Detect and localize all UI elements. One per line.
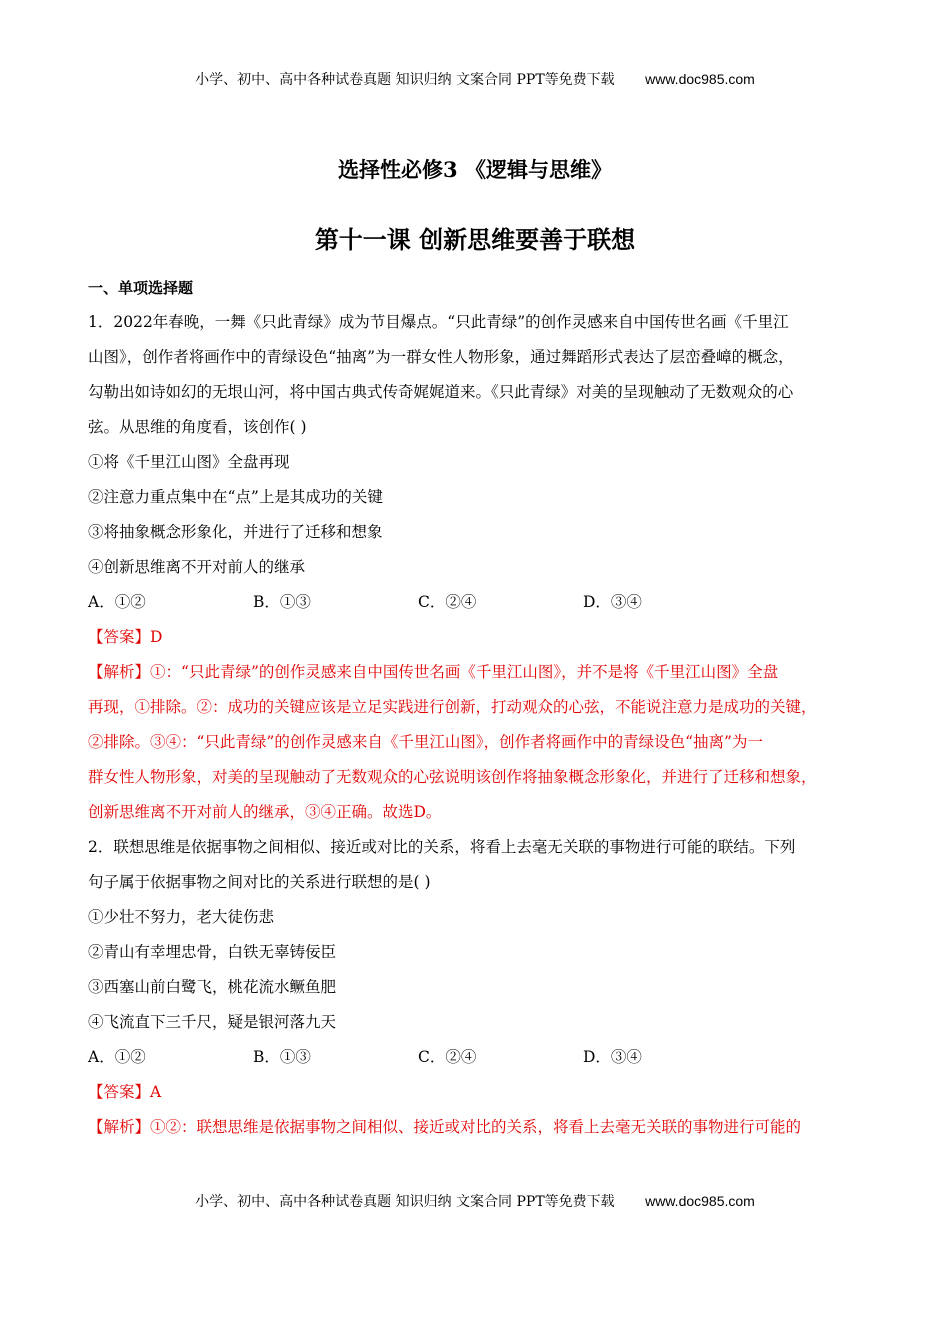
analysis-line: 群女性人物形象，对美的呈现触动了无数观众的心弦说明该创作将抽象概念形象化，并进行了迁移和想象， (88, 768, 817, 786)
question-stem-line: 山图》，创作者将画作中的青绿设色“抽离”为一群女性人物形象，通过舞蹈形式表达了层峦叠嶂的概念， (88, 348, 794, 366)
section-heading: 一、单项选择题 (88, 279, 194, 297)
analysis-text: ①：“只此青绿”的创作灵感来自中国传世名画《千里江山图》，并不是将《千里江山图》全盘 (150, 663, 779, 681)
analysis-line (88, 655, 874, 690)
statement-item: ②注意力重点集中在“点”上是其成功的关键 (88, 488, 383, 506)
answer-line (88, 620, 874, 655)
header-text: 小学、初中、高中各种试卷真题 知识归纳 文案合同 PPT等免费下载 (195, 72, 615, 88)
question-stem-line: 勾勒出如诗如幻的无垠山河，将中国古典式传奇娓娓道来。《只此青绿》对美的呈现触动了无数观众的心 (88, 383, 794, 401)
statement-item: ①将《千里江山图》全盘再现 (88, 453, 290, 471)
analysis-line: ②排除。③④：“只此青绿”的创作灵感来自《千里江山图》，创作者将画作中的青绿设色“抽离”为一 (88, 733, 763, 751)
answer-value: D (150, 628, 163, 646)
statement-item: ①少壮不努力，老大徒伤悲 (88, 908, 275, 926)
statement-item: ②青山有幸埋忠骨，白铁无辜铸佞臣 (88, 943, 337, 961)
question-stem-line: 1．2022年春晚，一舞《只此青绿》成为节目爆点。“只此青绿”的创作灵感来自中国传世名画《千里江 (88, 313, 789, 331)
answer-tag: 【答案】 (88, 1083, 151, 1101)
footer-text: 小学、初中、高中各种试卷真题 知识归纳 文案合同 PPT等免费下载 (195, 1194, 615, 1210)
statement-item: ④创新思维离不开对前人的继承 (88, 558, 306, 576)
analysis-line: 创新思维离不开对前人的继承，③④正确。故选D。 (88, 803, 442, 821)
footer-url[interactable]: www.doc985.com (645, 1193, 755, 1209)
choice-a: A．①② (88, 593, 146, 611)
answer-line (88, 1075, 874, 1110)
analysis-text: ①②：联想思维是依据事物之间相似、接近或对比的关系，将看上去毫无关联的事物进行可能的 (150, 1118, 802, 1136)
choice-d: D．③④ (583, 1048, 642, 1066)
lesson-title: 第十一课 创新思维要善于联想 (314, 225, 636, 254)
question-stem-line: 句子属于依据事物之间对比的关系进行联想的是( ) (88, 873, 431, 891)
answer-value: A (150, 1083, 162, 1101)
document-body (88, 276, 874, 1145)
statement-item: ③西塞山前白鹭飞，桃花流水鳜鱼肥 (88, 978, 337, 996)
question-1 (88, 305, 874, 830)
choice-a: A．①② (88, 1048, 146, 1066)
choice-c: C．②④ (418, 1048, 477, 1066)
choice-d: D．③④ (583, 593, 642, 611)
question-2 (88, 830, 874, 1145)
question-stem-line: 2．联想思维是依据事物之间相似、接近或对比的关系，将看上去毫无关联的事物进行可能的联结。下列 (88, 838, 796, 856)
choice-c: C．②④ (418, 593, 477, 611)
page-footer (0, 1191, 950, 1211)
document-title: 选择性必修3 《逻辑与思维》 (338, 157, 612, 182)
analysis-tag: 【解析】 (88, 1118, 151, 1136)
header-url[interactable]: www.doc985.com (645, 71, 755, 87)
analysis-line: 再现，①排除。②：成功的关键应该是立足实践进行创新，打动观众的心弦，不能说注意力是成功的关键， (88, 698, 817, 716)
statement-item: ④飞流直下三千尺，疑是银河落九天 (88, 1013, 337, 1031)
choice-b: B．①③ (253, 593, 311, 611)
analysis-line (88, 1110, 874, 1145)
answer-choices (88, 585, 874, 620)
answer-choices (88, 1040, 874, 1075)
choice-b: B．①③ (253, 1048, 311, 1066)
analysis-tag: 【解析】 (88, 663, 151, 681)
statement-item: ③将抽象概念形象化，并进行了迁移和想象 (88, 523, 383, 541)
answer-tag: 【答案】 (88, 628, 151, 646)
page-header (0, 69, 950, 89)
question-stem-line: 弦。从思维的角度看，该创作( ) (88, 418, 307, 436)
